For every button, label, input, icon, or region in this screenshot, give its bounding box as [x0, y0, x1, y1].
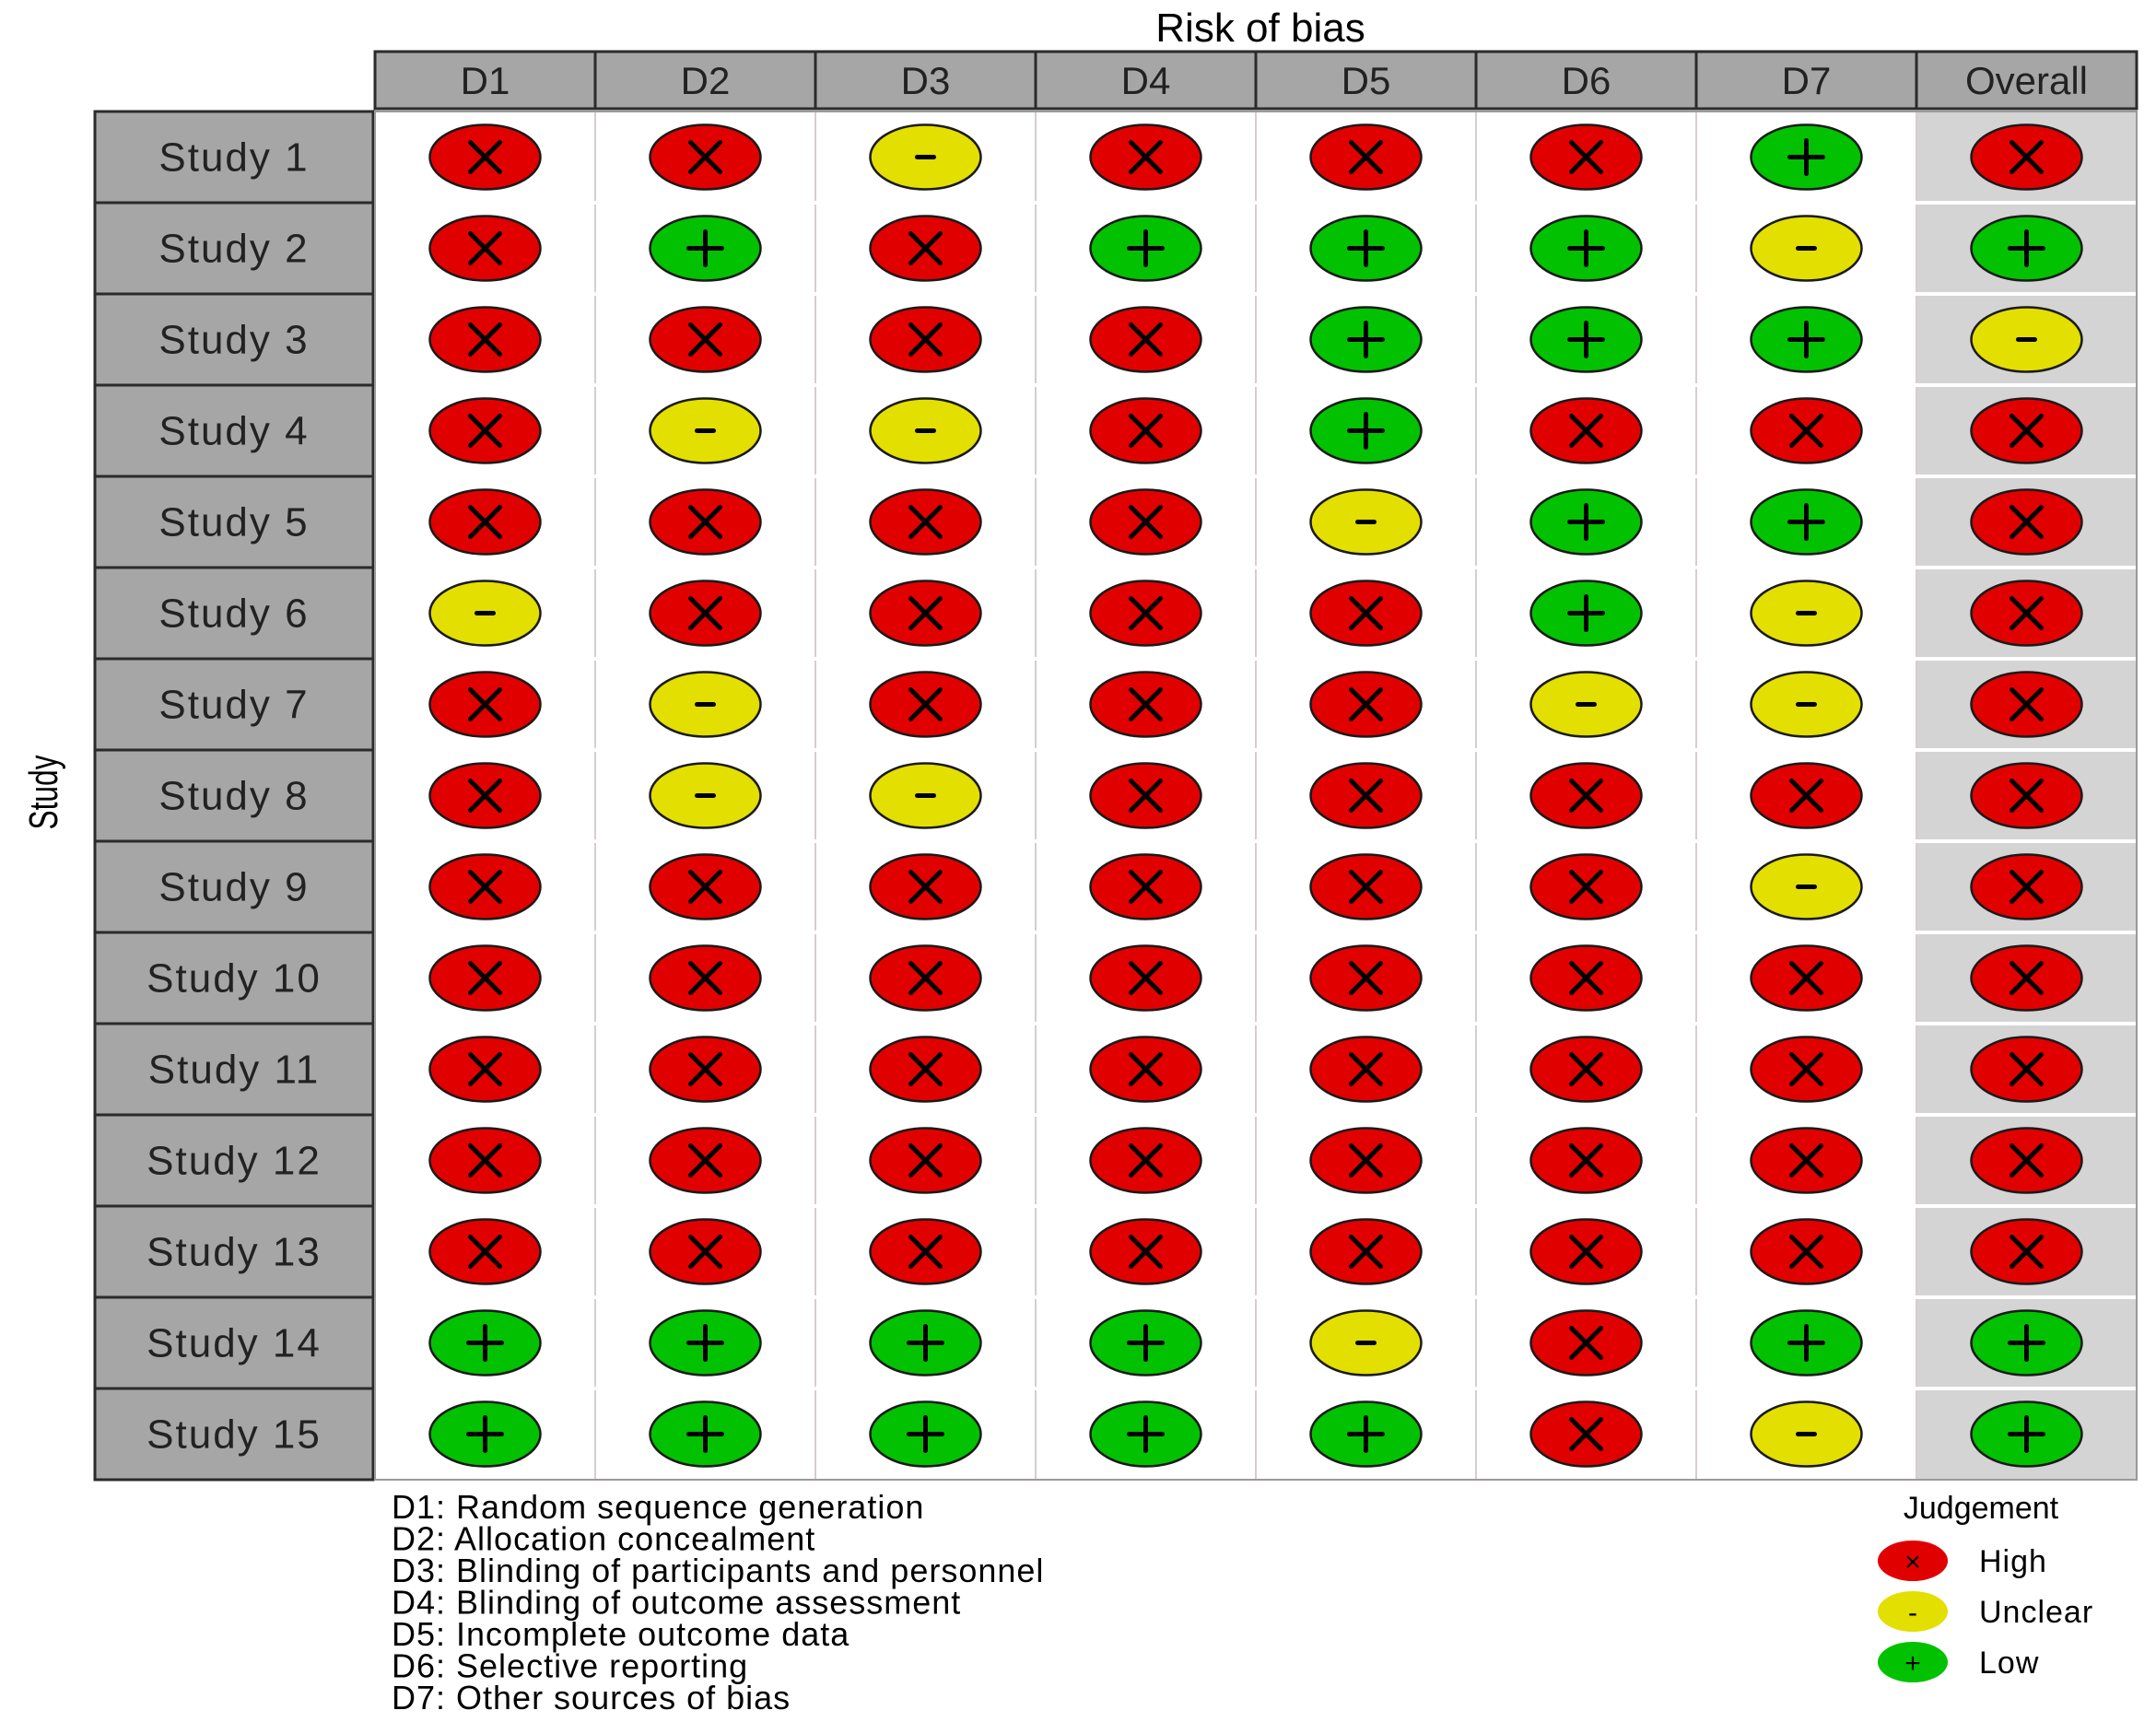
judgement-high-study-1-d5 — [1311, 125, 1422, 190]
judgement-high-study-6-d5 — [1311, 581, 1422, 646]
study-label: Study 12 — [146, 1138, 322, 1184]
judgement-low-study-14-overall — [1972, 1311, 2082, 1376]
judgement-high-study-7-d5 — [1311, 673, 1422, 737]
judgement-low-study-2-d6 — [1531, 217, 1642, 281]
judgement-high-study-2-d3 — [871, 217, 981, 281]
study-label: Study 5 — [158, 499, 310, 545]
judgement-high-study-12-d7 — [1752, 1129, 1862, 1193]
judgement-high-study-8-d6 — [1531, 764, 1642, 828]
judgement-low-study-15-d1 — [430, 1402, 541, 1467]
domain-header-label: D6 — [1561, 59, 1611, 102]
judgement-high-study-8-d7 — [1752, 764, 1862, 828]
judgement-high-study-4-d4 — [1091, 399, 1201, 463]
legend-title: Judgement — [1903, 1491, 2059, 1526]
study-label: Study 15 — [146, 1412, 322, 1458]
legend-symbol: + — [1904, 1648, 1921, 1679]
judgement-unclear-study-14-d5 — [1311, 1311, 1422, 1376]
judgement-low-study-1-d7 — [1752, 125, 1862, 190]
judgement-unclear-study-5-d5 — [1311, 490, 1422, 555]
judgement-high-study-13-overall — [1972, 1220, 2082, 1284]
judgement-low-study-14-d1 — [430, 1311, 541, 1376]
study-label: Study 1 — [158, 135, 310, 181]
judgement-low-study-14-d7 — [1752, 1311, 1862, 1376]
judgement-high-study-11-d4 — [1091, 1037, 1201, 1102]
judgement-unclear-study-2-d7 — [1752, 217, 1862, 281]
domain-header-label: D2 — [680, 59, 731, 102]
legend-item-high — [1878, 1541, 2047, 1581]
study-label: Study 6 — [158, 591, 310, 637]
domain-description: D1: Random sequence generation — [392, 1488, 925, 1526]
judgement-high-study-10-d3 — [871, 946, 981, 1011]
judgement-high-study-11-d3 — [871, 1037, 981, 1102]
judgement-low-study-2-d2 — [650, 217, 761, 281]
judgement-high-study-12-d1 — [430, 1129, 541, 1193]
study-label: Study 7 — [158, 682, 310, 728]
judgement-high-study-6-overall — [1972, 581, 2082, 646]
judgement-low-study-14-d2 — [650, 1311, 761, 1376]
judgement-high-study-9-d5 — [1311, 855, 1422, 920]
study-label: Study 13 — [146, 1229, 322, 1275]
judgement-high-study-5-d3 — [871, 490, 981, 555]
legend — [1878, 1491, 2093, 1682]
legend-label: Unclear — [1979, 1595, 2094, 1630]
judgement-high-study-10-d5 — [1311, 946, 1422, 1011]
domain-description: D7: Other sources of bias — [392, 1679, 791, 1716]
judgement-high-study-10-overall — [1972, 946, 2082, 1011]
judgement-low-study-5-d7 — [1752, 490, 1862, 555]
judgement-high-study-6-d2 — [650, 581, 761, 646]
judgement-high-study-9-d6 — [1531, 855, 1642, 920]
legend-item-low — [1878, 1642, 2039, 1682]
judgement-low-study-6-d6 — [1531, 581, 1642, 646]
judgement-high-study-1-d2 — [650, 125, 761, 190]
judgement-high-study-11-d2 — [650, 1037, 761, 1102]
domain-description: D3: Blinding of participants and personnel — [392, 1552, 1045, 1589]
judgement-low-study-14-d4 — [1091, 1311, 1201, 1376]
judgement-unclear-study-6-d1 — [430, 581, 541, 646]
study-label: Study 11 — [147, 1047, 321, 1093]
judgement-high-study-1-d1 — [430, 125, 541, 190]
judgement-low-study-4-d5 — [1311, 399, 1422, 463]
y-axis-label: Study — [20, 755, 67, 830]
judgement-low-study-3-d5 — [1311, 308, 1422, 372]
judgement-high-study-9-d4 — [1091, 855, 1201, 920]
judgement-high-study-1-d4 — [1091, 125, 1201, 190]
study-label: Study 9 — [158, 864, 310, 910]
judgement-high-study-7-overall — [1972, 673, 2082, 737]
judgement-high-study-8-overall — [1972, 764, 2082, 828]
judgement-low-study-15-d3 — [871, 1402, 981, 1467]
judgement-high-study-13-d2 — [650, 1220, 761, 1284]
study-label-column — [95, 111, 373, 1480]
judgement-high-study-11-overall — [1972, 1037, 2082, 1102]
judgement-low-study-15-d4 — [1091, 1402, 1201, 1467]
judgement-high-study-11-d1 — [430, 1037, 541, 1102]
judgement-high-study-8-d1 — [430, 764, 541, 828]
judgement-high-study-7-d4 — [1091, 673, 1201, 737]
judgement-high-study-4-overall — [1972, 399, 2082, 463]
judgement-high-study-2-d1 — [430, 217, 541, 281]
judgement-low-study-15-d2 — [650, 1402, 761, 1467]
judgement-high-study-4-d6 — [1531, 399, 1642, 463]
judgement-high-study-13-d4 — [1091, 1220, 1201, 1284]
judgement-low-study-5-d6 — [1531, 490, 1642, 555]
judgement-unclear-study-6-d7 — [1752, 581, 1862, 646]
judgement-high-study-9-d2 — [650, 855, 761, 920]
judgement-high-study-9-overall — [1972, 855, 2082, 920]
study-label: Study 2 — [158, 226, 310, 272]
judgement-high-study-12-overall — [1972, 1129, 2082, 1193]
judgement-low-study-2-d4 — [1091, 217, 1201, 281]
judgement-high-study-1-overall — [1972, 125, 2082, 190]
judgement-high-study-5-d1 — [430, 490, 541, 555]
judgement-high-study-10-d4 — [1091, 946, 1201, 1011]
judgement-high-study-4-d1 — [430, 399, 541, 463]
study-label: Study 3 — [158, 317, 310, 363]
judgement-high-study-5-d4 — [1091, 490, 1201, 555]
judgement-high-study-10-d7 — [1752, 946, 1862, 1011]
judgement-low-study-2-d5 — [1311, 217, 1422, 281]
judgement-high-study-3-d2 — [650, 308, 761, 372]
domain-header-label: Overall — [1964, 59, 2089, 102]
judgement-high-study-13-d1 — [430, 1220, 541, 1284]
judgement-unclear-study-7-d2 — [650, 673, 761, 737]
judgement-low-study-3-d6 — [1531, 308, 1642, 372]
judgement-high-study-11-d5 — [1311, 1037, 1422, 1102]
judgement-high-study-12-d6 — [1531, 1129, 1642, 1193]
judgement-high-study-13-d6 — [1531, 1220, 1642, 1284]
domain-header-label: D5 — [1341, 59, 1391, 102]
judgement-high-study-12-d3 — [871, 1129, 981, 1193]
study-label: Study 10 — [146, 955, 322, 1002]
legend-symbol: - — [1908, 1598, 1917, 1628]
judgement-high-study-7-d1 — [430, 673, 541, 737]
legend-label: High — [1979, 1544, 2047, 1579]
judgement-unclear-study-7-d7 — [1752, 673, 1862, 737]
judgement-high-study-5-d2 — [650, 490, 761, 555]
legend-label: Low — [1979, 1646, 2040, 1681]
judgement-high-study-8-d4 — [1091, 764, 1201, 828]
judgement-low-study-15-overall — [1972, 1402, 2082, 1467]
judgement-high-study-10-d2 — [650, 946, 761, 1011]
judgement-high-study-5-overall — [1972, 490, 2082, 555]
domain-header-label: D1 — [460, 59, 510, 102]
judgement-high-study-14-d6 — [1531, 1311, 1642, 1376]
judgement-high-study-11-d7 — [1752, 1037, 1862, 1102]
judgement-high-study-7-d3 — [871, 673, 981, 737]
chart-title: Risk of bias — [1155, 6, 1365, 51]
judgement-unclear-study-1-d3 — [871, 125, 981, 190]
judgement-unclear-study-3-overall — [1972, 308, 2082, 372]
study-label: Study 4 — [158, 408, 310, 454]
study-label: Study 14 — [146, 1320, 322, 1366]
judgement-high-study-12-d4 — [1091, 1129, 1201, 1193]
judgement-high-study-13-d7 — [1752, 1220, 1862, 1284]
domain-header-label: D7 — [1781, 59, 1832, 102]
judgement-high-study-3-d4 — [1091, 308, 1201, 372]
judgement-high-study-3-d3 — [871, 308, 981, 372]
study-label: Study 8 — [158, 773, 310, 819]
judgement-unclear-study-8-d2 — [650, 764, 761, 828]
judgement-low-study-3-d7 — [1752, 308, 1862, 372]
judgement-unclear-study-9-d7 — [1752, 855, 1862, 920]
domain-description: D4: Blinding of outcome assessment — [392, 1583, 962, 1622]
judgement-unclear-study-4-d2 — [650, 399, 761, 463]
judgement-high-study-9-d3 — [871, 855, 981, 920]
judgement-high-study-6-d3 — [871, 581, 981, 646]
judgement-unclear-study-7-d6 — [1531, 673, 1642, 737]
judgement-low-study-2-overall — [1972, 217, 2082, 281]
judgement-low-study-14-d3 — [871, 1311, 981, 1376]
domain-description: D6: Selective reporting — [392, 1646, 749, 1685]
domain-header-label: D4 — [1120, 59, 1171, 102]
judgement-high-study-12-d2 — [650, 1129, 761, 1193]
judgement-unclear-study-15-d7 — [1752, 1402, 1862, 1467]
domain-header-row — [375, 52, 2137, 109]
judgement-high-study-13-d3 — [871, 1220, 981, 1284]
judgement-high-study-10-d6 — [1531, 946, 1642, 1011]
cells-layer — [375, 111, 2137, 1480]
domain-header-label: D3 — [900, 59, 951, 102]
judgement-unclear-study-8-d3 — [871, 764, 981, 828]
judgement-high-study-12-d5 — [1311, 1129, 1422, 1193]
judgement-high-study-3-d1 — [430, 308, 541, 372]
judgement-high-study-6-d4 — [1091, 581, 1201, 646]
legend-symbol: × — [1904, 1547, 1921, 1577]
judgement-high-study-13-d5 — [1311, 1220, 1422, 1284]
judgement-low-study-15-d5 — [1311, 1402, 1422, 1467]
judgement-high-study-10-d1 — [430, 946, 541, 1011]
domain-description: D2: Allocation concealment — [392, 1519, 816, 1558]
judgement-high-study-9-d1 — [430, 855, 541, 920]
judgement-high-study-15-d6 — [1531, 1402, 1642, 1467]
domain-description: D5: Incomplete outcome data — [392, 1615, 850, 1653]
judgement-high-study-8-d5 — [1311, 764, 1422, 828]
legend-item-unclear — [1878, 1591, 2093, 1632]
judgement-high-study-11-d6 — [1531, 1037, 1642, 1102]
judgement-unclear-study-4-d3 — [871, 399, 981, 463]
domain-descriptions — [392, 1488, 1044, 1716]
judgement-high-study-1-d6 — [1531, 125, 1642, 190]
judgement-high-study-4-d7 — [1752, 399, 1862, 463]
